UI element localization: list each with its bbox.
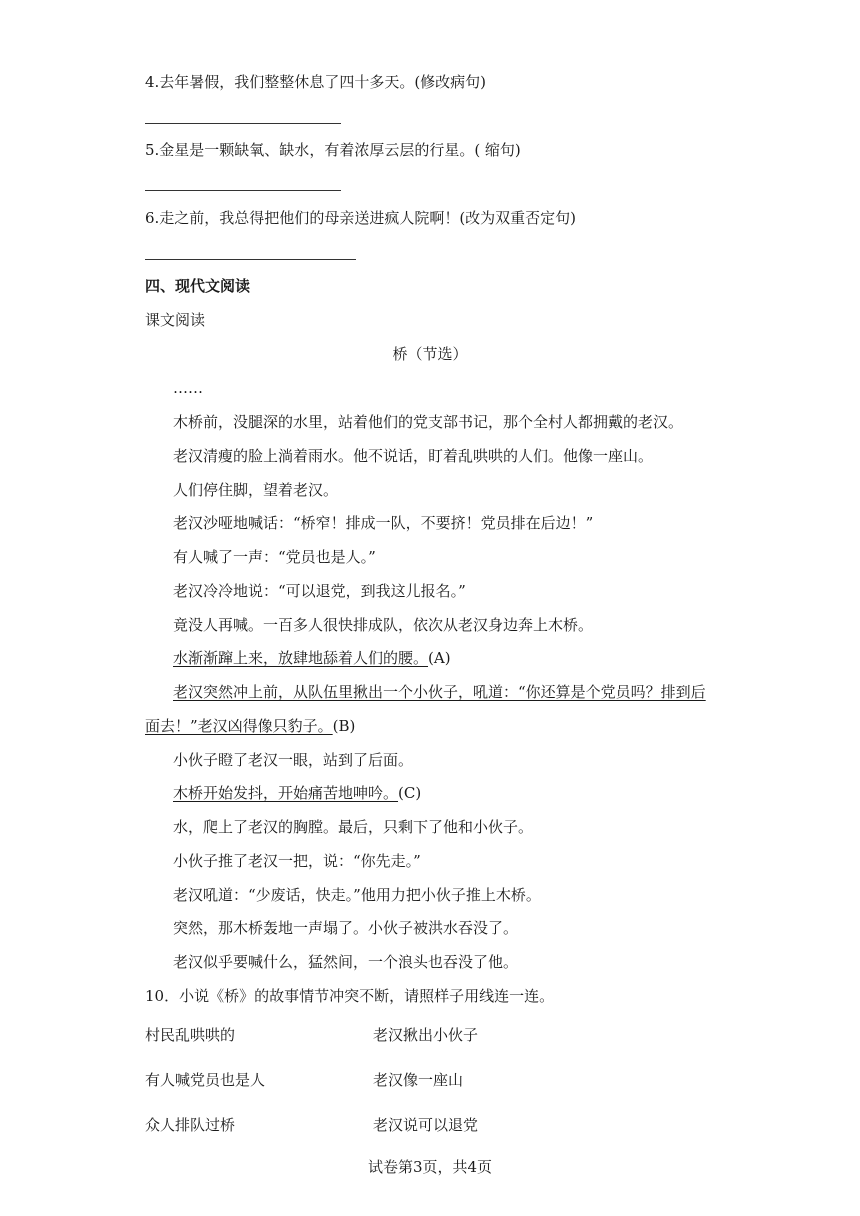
passage-paragraph: 水，爬上了老汉的胸膛。最后，只剩下了他和小伙子。 xyxy=(173,818,534,836)
passage-paragraph: 木桥前，没腿深的水里，站着他们的党支部书记，那个全村人都拥戴的老汉。 xyxy=(173,413,684,431)
underlined-sentence-b-cont: 面去！”老汉凶得像只豹子。 xyxy=(145,717,333,735)
passage-paragraph: 老汉冷冷地说：“可以退党，到我这儿报名。” xyxy=(173,582,466,600)
passage-paragraph-a xyxy=(173,648,451,668)
underlined-sentence-a: 水渐渐蹿上来，放肆地舔着人们的腰。 xyxy=(173,649,429,667)
passage-paragraph: 突然，那木桥轰地一声塌了。小伙子被洪水吞没了。 xyxy=(173,919,519,937)
passage-paragraph-c xyxy=(173,783,421,803)
match-left-item: 村民乱哄哄的 xyxy=(145,1026,236,1044)
passage-paragraph-b-line2 xyxy=(145,716,355,736)
question-4: 4.去年暑假，我们整整休息了四十多天。(修改病句) xyxy=(145,73,487,91)
passage-ellipsis: …… xyxy=(173,379,203,397)
answer-line-6 xyxy=(145,259,356,260)
passage-paragraph: 有人喊了一声：“党员也是人。” xyxy=(173,548,376,566)
match-right-item: 老汉说可以退党 xyxy=(373,1116,479,1134)
passage-paragraph: 老汉清瘦的脸上淌着雨水。他不说话，盯着乱哄哄的人们。他像一座山。 xyxy=(173,447,654,465)
passage-paragraph-b-line1 xyxy=(173,682,706,702)
question-6: 6.走之前，我总得把他们的母亲送进疯人院啊！(改为双重否定句) xyxy=(145,209,577,227)
match-left-item: 众人排队过桥 xyxy=(145,1116,236,1134)
answer-line-4 xyxy=(145,123,341,124)
passage-paragraph: 老汉似乎要喊什么，猛然间，一个浪头也吞没了他。 xyxy=(173,953,519,971)
underlined-sentence-c: 木桥开始发抖，开始痛苦地呻吟。 xyxy=(173,784,399,802)
question-5: 5.金星是一颗缺氧、缺水，有着浓厚云层的行星。( 缩句) xyxy=(145,141,521,159)
marker-b: (B) xyxy=(332,717,356,735)
marker-c: (C) xyxy=(398,784,422,802)
match-left-item: 有人喊党员也是人 xyxy=(145,1071,266,1089)
section-heading: 四、现代文阅读 xyxy=(145,277,251,295)
passage-paragraph: 老汉沙哑地喊话：“桥窄！排成一队，不要挤！党员排在后边！” xyxy=(173,514,594,532)
passage-paragraph: 小伙子推了老汉一把，说：“你先走。” xyxy=(173,852,421,870)
marker-a: (A) xyxy=(428,649,451,667)
section-subheading: 课文阅读 xyxy=(145,311,206,329)
page-footer: 试卷第3页，共4页 xyxy=(367,1158,493,1176)
match-right-item: 老汉揪出小伙子 xyxy=(373,1026,479,1044)
passage-title: 桥（节选） xyxy=(392,345,468,363)
passage-paragraph: 竟没人再喊。一百多人很快排成队，依次从老汉身边奔上木桥。 xyxy=(173,616,594,634)
question-10: 10．小说《桥》的故事情节冲突不断，请照样子用线连一连。 xyxy=(145,987,555,1005)
passage-paragraph: 人们停住脚，望着老汉。 xyxy=(173,481,339,499)
underlined-sentence-b: 老汉突然冲上前，从队伍里揪出一个小伙子，吼道：“你还算是个党员吗？排到后 xyxy=(173,683,706,701)
passage-paragraph: 小伙子瞪了老汉一眼，站到了后面。 xyxy=(173,751,414,769)
match-right-item: 老汉像一座山 xyxy=(373,1071,464,1089)
answer-line-5 xyxy=(145,190,341,191)
passage-paragraph: 老汉吼道：“少废话，快走。”他用力把小伙子推上木桥。 xyxy=(173,886,541,904)
